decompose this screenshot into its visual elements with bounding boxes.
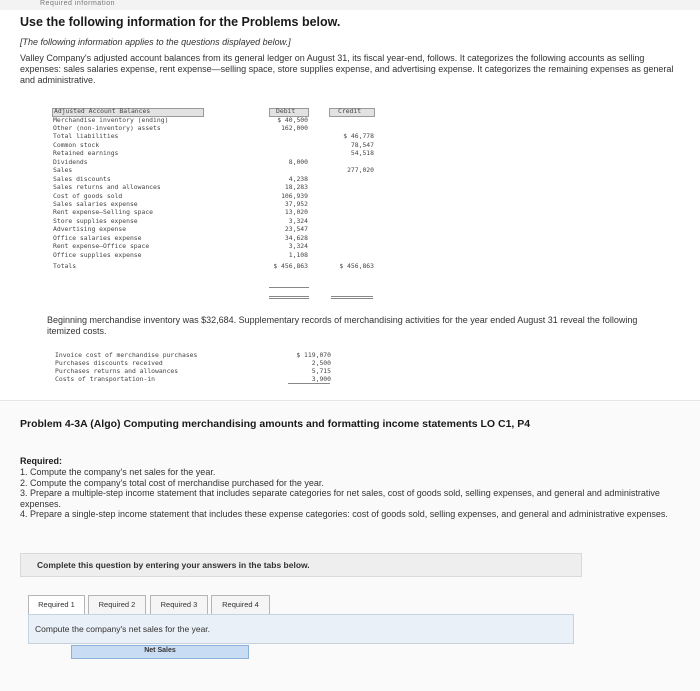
- required-item-1: 1. Compute the company's net sales for the year.: [20, 467, 216, 477]
- required-title: Required:: [20, 456, 63, 466]
- tab-required-1[interactable]: Required 1: [28, 595, 85, 615]
- itemized-value: 5,715: [311, 366, 331, 375]
- credit-value: $ 456,863: [339, 261, 374, 270]
- itemized-rule: [288, 383, 330, 384]
- debit-value: $ 456,863: [273, 261, 308, 270]
- debit-value: 34,628: [284, 233, 308, 242]
- itemized-value: 3,900: [311, 374, 331, 383]
- account-name: Dividends: [53, 157, 88, 166]
- top-fragment: Required information: [40, 0, 115, 7]
- tab-required-3[interactable]: Required 3: [150, 595, 208, 615]
- debit-value: 18,283: [284, 183, 308, 192]
- required-item-2: 2. Compute the company's total cost of merchandise purchased for the year.: [20, 477, 324, 488]
- credit-double-rule: [331, 296, 373, 299]
- account-name: Sales salaries expense: [53, 200, 138, 208]
- debit-total-rule: [269, 287, 309, 288]
- debit-value: 23,547: [284, 225, 308, 234]
- debit-value: 13,020: [284, 208, 308, 217]
- tab-required-4[interactable]: Required 4: [211, 595, 270, 615]
- top-strip: [0, 0, 700, 10]
- page-heading: Use the following information for the Problems below.: [20, 15, 341, 29]
- account-name: Office supplies expense: [53, 250, 142, 259]
- net-sales-label: Net Sales: [144, 647, 176, 654]
- tab-required-2[interactable]: Required 2: [88, 595, 146, 615]
- complete-instruction: [20, 553, 582, 577]
- credit-value: 54,518: [350, 149, 374, 158]
- debit-value: 1,108: [288, 250, 308, 259]
- account-name: Sales: [53, 166, 73, 175]
- itemized-label: Purchases discounts received: [55, 358, 163, 367]
- itemized-value: 2,500: [311, 358, 331, 367]
- itemized-label: Purchases returns and allowances: [55, 366, 179, 375]
- debit-value: 162,000: [281, 123, 308, 132]
- credit-column-header: Credit: [338, 106, 362, 115]
- account-name: Advertising expense: [53, 225, 127, 234]
- answer-panel: [28, 614, 574, 644]
- credit-value: $ 46,778: [343, 132, 374, 141]
- debit-value: 3,324: [288, 216, 308, 225]
- debit-value: 4,238: [288, 174, 308, 183]
- debit-value: $ 40,500: [277, 115, 308, 124]
- account-name: Store supplies expense: [53, 216, 138, 225]
- itemized-value: $ 119,070: [296, 351, 331, 359]
- account-name: Sales returns and allowances: [53, 183, 161, 192]
- debit-value: 37,952: [284, 200, 308, 208]
- required-list: [20, 467, 685, 520]
- account-name: Totals: [53, 261, 77, 270]
- debit-value: 3,324: [288, 242, 308, 251]
- account-name: Cost of goods sold: [53, 191, 123, 200]
- supplementary-paragraph: Beginning merchandise inventory was $32,684. Supplementary records of merchandising activities for the year ended August 31 reveal the following itemized costs.: [47, 315, 638, 336]
- account-name: Office salaries expense: [53, 233, 142, 242]
- required-item-3: 3. Prepare a multiple-step income statement that includes separate categories for net sales, cost of goods sold, selling expenses, and general and administrative expenses.: [20, 488, 660, 509]
- required-item-4: 4. Prepare a single-step income statement that includes these expense categories: cost of goods sold, selling expenses, and general and administrative expenses.: [20, 509, 668, 519]
- account-name: Total liabilities: [53, 132, 119, 141]
- debit-column-header: Debit: [276, 106, 296, 115]
- account-name: Rent expense—Selling space: [53, 208, 154, 217]
- account-name: Common stock: [53, 140, 100, 149]
- account-name: Other (non-inventory) assets: [53, 123, 161, 132]
- account-name: Rent expense—Office space: [53, 242, 150, 251]
- complete-instruction-text: Complete this question by entering your answers in the tabs below.: [37, 560, 310, 570]
- debit-value: 106,939: [281, 191, 308, 200]
- account-column-header: Adjusted Account Balances: [54, 106, 151, 115]
- debit-value: 8,000: [288, 157, 308, 166]
- net-sales-row[interactable]: [71, 645, 249, 659]
- debit-double-rule: [269, 296, 309, 299]
- credit-value: 78,547: [350, 140, 374, 149]
- problem-title: Problem 4-3A (Algo) Computing merchandising amounts and formatting income statements LO C1, P4: [20, 418, 531, 430]
- itemized-label: Invoice cost of merchandise purchases: [55, 351, 198, 359]
- account-name: Retained earnings: [53, 149, 119, 158]
- account-name: Sales discounts: [53, 174, 111, 183]
- credit-value: 277,020: [347, 166, 374, 175]
- intro-paragraph: Valley Company's adjusted account balances from its general ledger on August 31, its fiscal year-end, follows. It categorizes the following accounts as selling expenses: sales salaries expense, rent expense—selling space, store supplies expense, and advertising expense. It categorizes the remaining expenses as general and administrative.: [20, 53, 674, 85]
- account-name: Merchandise inventory (ending): [53, 115, 169, 124]
- info-note: [The following information applies to the questions displayed below.]: [20, 37, 291, 47]
- itemized-label: Costs of transportation-in: [55, 374, 156, 383]
- panel-prompt: Compute the company's net sales for the year.: [35, 624, 211, 634]
